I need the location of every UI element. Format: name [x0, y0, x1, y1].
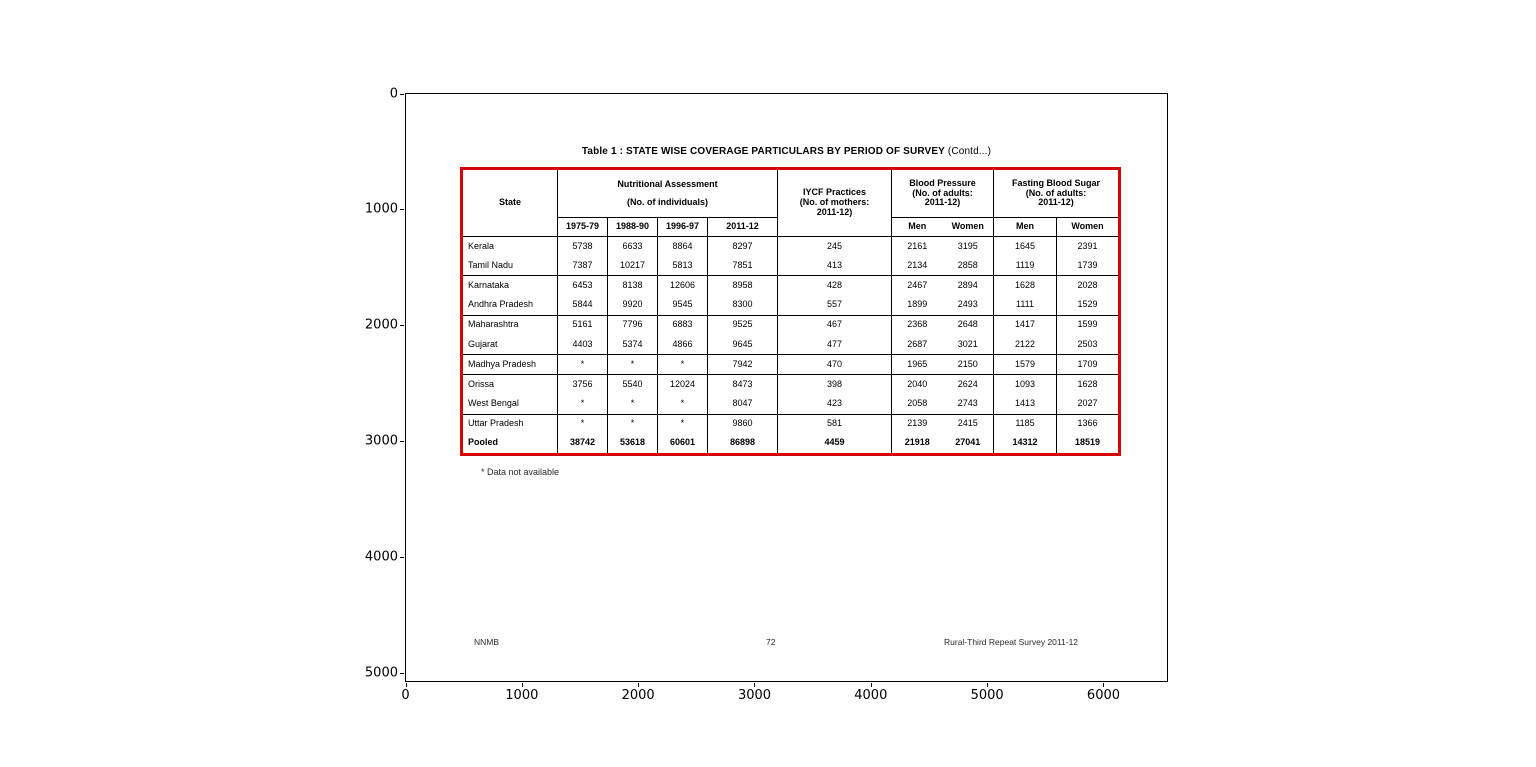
table-row [462, 355, 1120, 375]
y-tick-label: 1000 [364, 201, 398, 217]
cell-value: 245 [778, 237, 892, 257]
cell-value: 1645 [994, 237, 1057, 257]
table-row [462, 335, 1120, 355]
cell-value: 1185 [994, 414, 1057, 434]
y-tick-mark [400, 325, 404, 326]
cell-state: Karnataka [462, 276, 558, 296]
y-tick-mark [400, 673, 404, 674]
nut-header-line2: (No. of individuals) [627, 196, 708, 207]
cell-value: 8047 [708, 394, 778, 414]
cell-value: 2858 [957, 259, 978, 270]
cell-value: 2058 [892, 394, 943, 414]
iycf-header-line1: IYCF Practices [803, 187, 867, 198]
x-tick-mark [987, 683, 988, 687]
cell-value: 53618 [608, 434, 658, 455]
cell-value: 2467 [892, 276, 943, 296]
cell-value: 8958 [708, 276, 778, 296]
x-tick-label: 1000 [505, 688, 539, 703]
cell-value: * [558, 355, 608, 375]
cell-value: 2040 [892, 375, 943, 395]
table-row [462, 276, 1120, 296]
cell-value: 7942 [708, 355, 778, 375]
cell-value: 6883 [658, 315, 708, 335]
cell-state: West Bengal [468, 398, 519, 409]
cell-value: 8297 [708, 237, 778, 257]
col-header-year-1996-97: 1996-97 [658, 218, 708, 237]
cell-value: 398 [778, 375, 892, 395]
cell-value: 5540 [608, 375, 658, 395]
cell-value: 6633 [608, 237, 658, 257]
cell-value: 2493 [957, 299, 978, 310]
fbs-header-line3: 2011-12) [1038, 197, 1074, 208]
col-header-iycf [778, 169, 892, 237]
cell-value: 9860 [708, 414, 778, 434]
col-header-fbs-men: Men [994, 218, 1057, 237]
cell-value: 27041 [955, 437, 981, 448]
cell-value: 12024 [658, 375, 708, 395]
cell-value: 8473 [708, 375, 778, 395]
cell-value: 2161 [892, 237, 943, 257]
cell-value: 2894 [943, 276, 994, 296]
table-title-main: Table 1 : STATE WISE COVERAGE PARTICULARS BY PERIOD OF SURVEY [581, 146, 945, 157]
x-tick-label: 0 [401, 688, 410, 703]
cell-value: 5374 [608, 335, 658, 355]
cell-value: 4866 [658, 335, 708, 355]
cell-value: 3021 [957, 338, 978, 349]
cell-value: 8300 [708, 296, 778, 316]
cell-value: 1709 [1057, 355, 1120, 375]
cell-value: 467 [778, 315, 892, 335]
cell-value: * [658, 394, 708, 414]
x-tick-label: 3000 [737, 688, 772, 703]
fbs-header-line2: (No. of adults: [1025, 187, 1087, 198]
y-tick-mark [400, 557, 404, 558]
cell-value: 2134 [892, 256, 943, 276]
page-number: 72 [766, 637, 776, 647]
cell-value: 2391 [1057, 237, 1120, 257]
cell-value: 6453 [558, 276, 608, 296]
cell-value: 1529 [1057, 296, 1120, 316]
cell-value: 413 [778, 256, 892, 276]
y-tick-label: 2000 [364, 317, 398, 333]
table-row [462, 237, 1120, 257]
cell-value: 428 [778, 276, 892, 296]
cell-value: 2415 [943, 414, 994, 434]
cell-value: * [608, 394, 658, 414]
cell-value: 38742 [558, 434, 608, 455]
coverage-table [460, 167, 1121, 456]
cell-value: * [608, 355, 658, 375]
cell-value: 18519 [1057, 434, 1120, 455]
col-header-bp-women: Women [943, 218, 994, 237]
cell-value: 7796 [608, 315, 658, 335]
cell-state: Orissa [462, 375, 558, 395]
bp-header-line3: 2011-12) [924, 197, 961, 208]
cell-value: 423 [778, 394, 892, 414]
x-tick-mark [1103, 683, 1104, 687]
col-header-fbs-women: Women [1057, 218, 1120, 237]
cell-value: 1965 [892, 355, 943, 375]
table-row [462, 256, 1120, 276]
table-title-contd: (Contd...) [944, 146, 992, 157]
cell-value: * [558, 394, 608, 414]
y-tick-mark [400, 94, 404, 95]
cell-value: 1739 [1057, 256, 1120, 276]
cell-value: 1111 [994, 296, 1057, 316]
col-header-bp-men: Men [892, 218, 943, 237]
table-row [462, 434, 1120, 455]
cell-value: 4459 [778, 434, 892, 455]
cell-value: 557 [778, 296, 892, 316]
cell-value: 5844 [558, 296, 608, 316]
cell-value: 1628 [994, 276, 1057, 296]
x-tick-label: 5000 [970, 688, 1004, 703]
cell-value: 2743 [957, 398, 978, 409]
x-tick-mark [406, 683, 407, 687]
cell-value: 2624 [943, 375, 994, 395]
cell-value: 2027 [1057, 394, 1120, 414]
col-header-state: State [462, 169, 558, 237]
cell-value: 1628 [1057, 375, 1120, 395]
cell-value: 10217 [608, 256, 658, 276]
table-row [462, 414, 1120, 434]
cell-value: 1417 [994, 315, 1057, 335]
cell-state: Andhra Pradesh [468, 299, 534, 310]
cell-value: 9545 [658, 296, 708, 316]
y-tick-label: 0 [389, 86, 398, 101]
iycf-header-line3: 2011-12) [816, 206, 853, 217]
cell-value: 8864 [658, 237, 708, 257]
cell-state: Tamil Nadu [468, 259, 514, 270]
table-row [462, 315, 1120, 335]
x-tick-label: 2000 [621, 688, 655, 703]
cell-value: 5738 [558, 237, 608, 257]
cell-value: * [658, 355, 708, 375]
cell-value: * [658, 414, 708, 434]
cell-value: 477 [778, 335, 892, 355]
cell-value: 1119 [994, 256, 1057, 276]
col-header-fasting-blood-sugar [994, 169, 1120, 218]
table-title [405, 146, 1168, 157]
col-header-blood-pressure [892, 169, 994, 218]
cell-value: 470 [778, 355, 892, 375]
x-tick-label: 4000 [854, 688, 888, 703]
cell-value: 7387 [558, 256, 608, 276]
cell-value: * [558, 414, 608, 434]
cell-value: 14312 [994, 434, 1057, 455]
cell-value: 9645 [708, 335, 778, 355]
bp-header-line1: Blood Pressure [909, 177, 976, 188]
cell-value: 8138 [608, 276, 658, 296]
cell-value: 2139 [892, 414, 943, 434]
y-tick-label: 4000 [364, 549, 398, 565]
cell-value: 1093 [994, 375, 1057, 395]
cell-value: 2150 [943, 355, 994, 375]
x-tick-label: 6000 [1086, 688, 1121, 703]
fbs-header-line1: Fasting Blood Sugar [1012, 177, 1101, 188]
y-tick-label: 5000 [364, 665, 398, 680]
cell-value: 2028 [1057, 276, 1120, 296]
cell-state: Maharashtra [462, 315, 558, 335]
cell-state: Uttar Pradesh [462, 414, 558, 434]
cell-value: 2503 [1057, 335, 1120, 355]
cell-state: Pooled [468, 437, 499, 448]
cell-value: 86898 [708, 434, 778, 455]
x-tick-mark [871, 683, 872, 687]
cell-value: 1899 [892, 296, 943, 316]
cell-value: 2687 [892, 335, 943, 355]
cell-value: 60601 [658, 434, 708, 455]
table-row [462, 296, 1120, 316]
cell-value: * [608, 414, 658, 434]
cell-value: 1599 [1057, 315, 1120, 335]
iycf-header-line2: (No. of mothers: [799, 197, 870, 208]
cell-value: 3756 [558, 375, 608, 395]
nut-header-line1: Nutritional Assessment [617, 178, 718, 189]
cell-value: 9525 [708, 315, 778, 335]
cell-value: 5813 [658, 256, 708, 276]
cell-value: 21918 [892, 434, 943, 455]
footnote: * Data not available [481, 467, 560, 477]
col-header-year-1975-79: 1975-79 [558, 218, 608, 237]
cell-state: Madhya Pradesh [462, 355, 558, 375]
y-tick-label: 3000 [364, 433, 398, 449]
cell-state: Gujarat [468, 338, 498, 349]
cell-value: 5161 [558, 315, 608, 335]
cell-state: Kerala [468, 240, 495, 251]
footer-nnmb: NNMB [474, 637, 500, 647]
cell-value: 2368 [892, 315, 943, 335]
x-tick-mark [754, 683, 755, 687]
table-row [462, 375, 1120, 395]
cell-value: 581 [778, 414, 892, 434]
col-header-year-2011-12: 2011-12 [708, 218, 778, 237]
bp-header-line2: (No. of adults: [912, 187, 973, 198]
cell-value: 1579 [994, 355, 1057, 375]
y-tick-mark [400, 441, 404, 442]
col-header-year-1988-90: 1988-90 [608, 218, 658, 237]
cell-value: 3195 [957, 240, 978, 251]
footer-survey: Rural-Third Repeat Survey 2011-12 [944, 637, 1079, 647]
x-tick-mark [522, 683, 523, 687]
table-row [462, 394, 1120, 414]
cell-value: 9920 [608, 296, 658, 316]
cell-value: 12606 [658, 276, 708, 296]
cell-value: 1413 [994, 394, 1057, 414]
x-tick-mark [638, 683, 639, 687]
cell-value: 7851 [708, 256, 778, 276]
cell-value: 4403 [558, 335, 608, 355]
cell-value: 1366 [1057, 414, 1120, 434]
col-header-nutritional-assessment [558, 169, 778, 218]
y-tick-mark [400, 209, 404, 210]
cell-value: 2648 [943, 315, 994, 335]
cell-value: 2122 [994, 335, 1057, 355]
